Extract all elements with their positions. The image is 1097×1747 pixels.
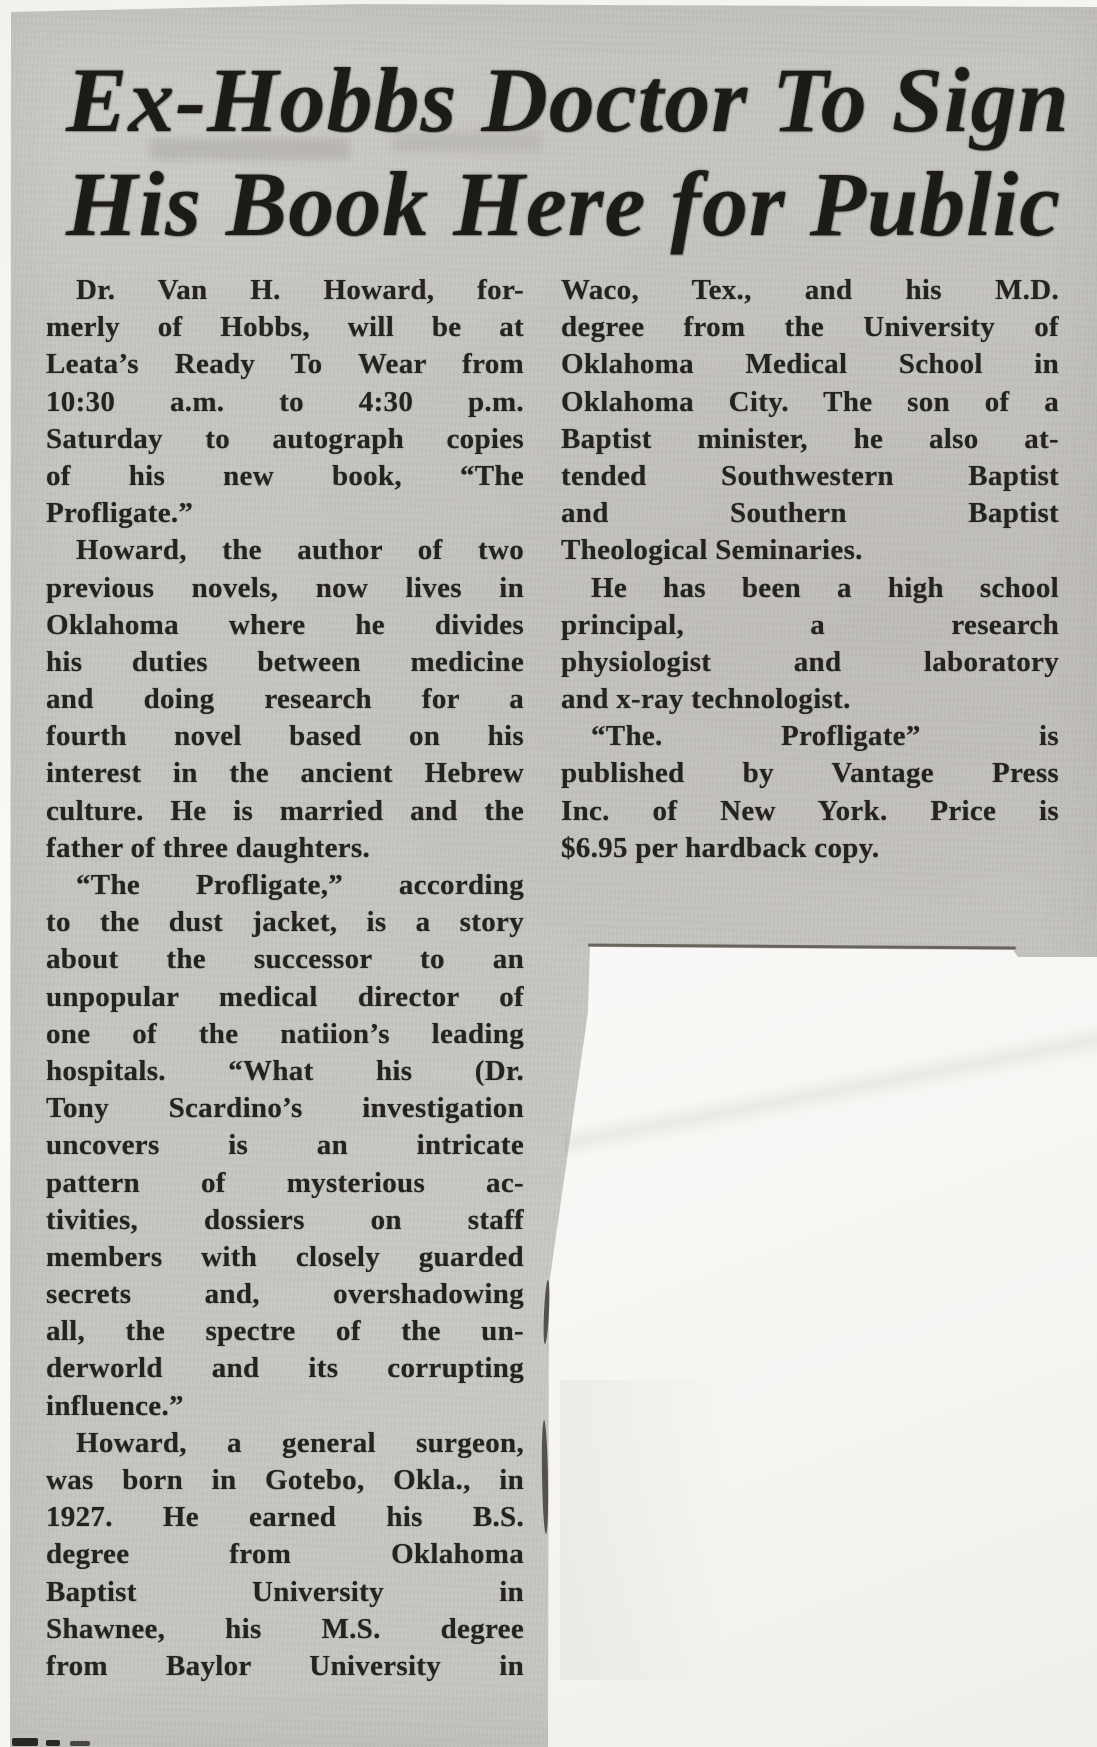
headline-line-1: Ex-Hobbs Doctor To Sign (66, 49, 1070, 151)
text-line: 10:30 a.m. to 4:30 p.m. (46, 385, 524, 418)
text-line: all, the spectre of the un- (46, 1315, 524, 1348)
text-line: degree from the University of (561, 311, 1059, 344)
text-line: $6.95 per hardback copy. (561, 831, 880, 864)
text-line: Shawnee, his M.S. degree (46, 1612, 524, 1645)
paper-crease (553, 981, 1097, 1199)
headline-line-2: His Book Here for Public (66, 153, 1062, 255)
article-column-left (46, 272, 524, 1685)
article-column-right (561, 272, 1059, 867)
text-line: Dr. Van H. Howard, for- (76, 274, 524, 306)
text-line: previous novels, now lives in (46, 571, 524, 604)
text-line: derworld and its corrupting (46, 1352, 524, 1385)
text-line: Baptist University in (46, 1575, 524, 1608)
text-line: physiologist and laboratory (561, 645, 1059, 678)
text-line: Profligate.” (46, 497, 194, 530)
text-line: of his new book, “The (46, 459, 524, 492)
text-line: to the dust jacket, is a story (46, 906, 524, 939)
text-line: Oklahoma City. The son of a (561, 385, 1059, 418)
text-line: was born in Gotebo, Okla., in (46, 1464, 524, 1496)
text-line: Baptist minister, he also at- (561, 422, 1059, 455)
text-line: secrets and, overshadowing (46, 1278, 524, 1311)
text-line: Howard, the author of two (76, 534, 524, 567)
paragraph (46, 272, 524, 532)
text-line: tivities, dossiers on staff (46, 1203, 524, 1236)
text-line: interest in the ancient Hebrew (46, 757, 524, 790)
cutoff-print-mark (46, 1740, 60, 1746)
text-line: and doing research for a (46, 683, 524, 716)
text-line: Howard, a general surgeon, (76, 1426, 524, 1459)
paragraph (46, 1425, 524, 1685)
cutoff-print-mark (70, 1741, 90, 1746)
text-line: and Southern Baptist (561, 497, 1059, 530)
paragraph (561, 570, 1059, 719)
text-line: “The. Profligate” is (591, 720, 1059, 753)
cutoff-print-mark (12, 1738, 38, 1746)
text-line: unpopular medical director of (46, 980, 524, 1013)
paper-shading (560, 1380, 1097, 1680)
text-line: principal, a research (561, 608, 1059, 641)
text-line: Theological Seminaries. (561, 534, 863, 567)
text-line: culture. He is married and the (46, 794, 524, 827)
text-line: tended Southwestern Baptist (561, 459, 1059, 492)
text-line: Oklahoma Medical School in (561, 348, 1059, 381)
text-line: pattern of mysterious ac- (46, 1166, 524, 1199)
text-line: influence.” (46, 1389, 184, 1422)
text-line: Inc. of New York. Price is (561, 794, 1059, 827)
text-line: fourth novel based on his (46, 720, 524, 753)
text-line: “The Profligate,” according (76, 869, 524, 901)
text-line: Saturday to autograph copies (46, 422, 524, 455)
paragraph (561, 272, 1059, 570)
text-line: He has been a high school (591, 571, 1059, 604)
text-line: Tony Scardino’s investigation (46, 1092, 524, 1125)
text-line: degree from Oklahoma (46, 1538, 524, 1571)
text-line: and x-ray technologist. (561, 683, 851, 716)
text-line: Waco, Tex., and his M.D. (561, 274, 1059, 306)
text-line: his duties between medicine (46, 645, 524, 678)
text-line: published by Vantage Press (561, 757, 1059, 790)
text-line: father of three daughters. (46, 831, 371, 864)
text-line: members with closely guarded (46, 1240, 524, 1273)
text-line: 1927. He earned his B.S. (46, 1501, 524, 1534)
text-line: uncovers is an intricate (46, 1129, 524, 1162)
text-line: Leata’s Ready To Wear from (46, 348, 524, 381)
paragraph (561, 718, 1059, 867)
paragraph (46, 867, 524, 1425)
text-line: Oklahoma where he divides (46, 608, 524, 641)
text-line: about the successor to an (46, 943, 524, 976)
text-line: one of the natiion’s leading (46, 1017, 524, 1050)
article-headline (66, 48, 1097, 256)
text-line: hospitals. “What his (Dr. (46, 1054, 524, 1087)
text-line: merly of Hobbs, will be at (46, 311, 524, 344)
paragraph (46, 532, 524, 867)
text-line: from Baylor University in (46, 1649, 524, 1682)
